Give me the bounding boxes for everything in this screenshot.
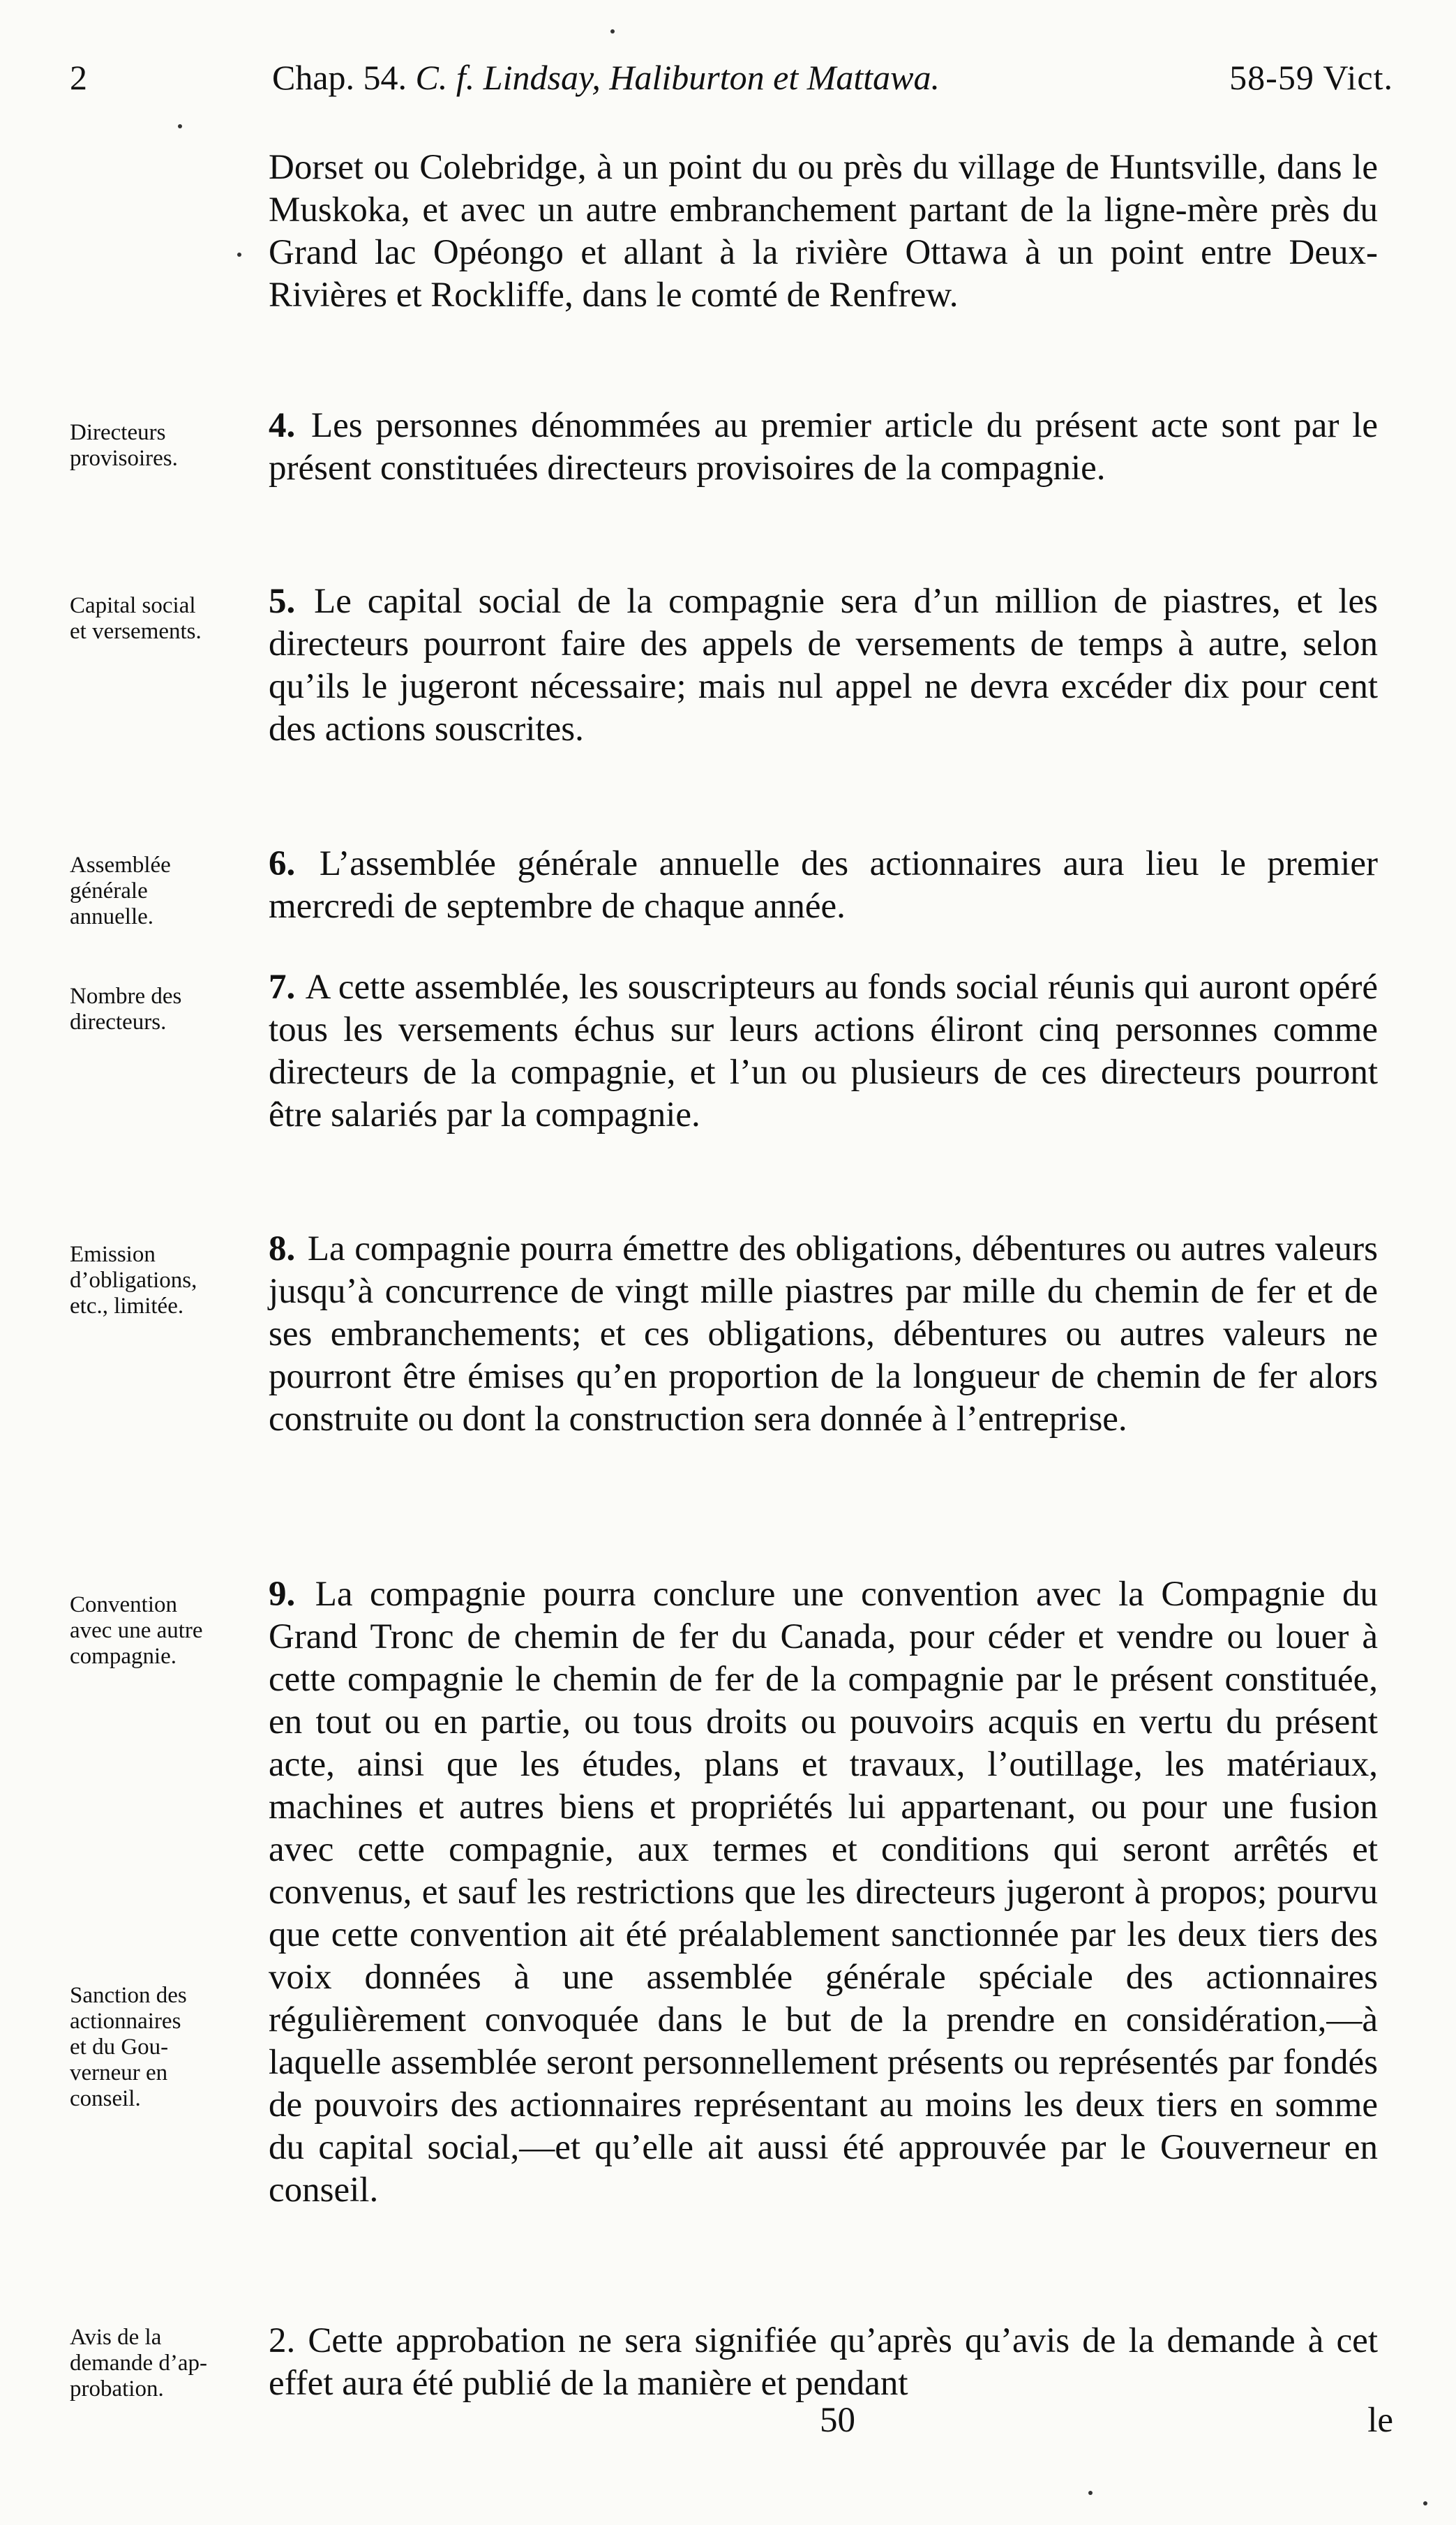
print-speck xyxy=(178,124,182,128)
margin-note-line: d’obligations, xyxy=(70,1268,197,1293)
section-text: La compagnie pourra émettre des obligations, débentures ou autres valeurs jusqu’à concurrence de vingt mille piastres par mille du chemin de fer et de ses embranchements; et ces obligations, débentures ou autres valeurs ne pourront être émises qu’en proportion de la longueur de chemin de fer alors construite ou dont la construction sera donnée à l’entreprise. xyxy=(269,1229,1379,1439)
margin-note-line: et versements. xyxy=(70,619,202,644)
section-number: 2. xyxy=(269,2321,296,2360)
section-text: A cette assemblée, les souscripteurs au fonds social réunis qui auront opéré tous les versements échus sur leurs actions éliront cinq personnes comme directeurs de la compagnie, et l’un ou plusieurs de ces directeurs pourront être salariés par la compagnie. xyxy=(269,968,1379,1134)
section-text: La compagnie pourra conclure une convention avec la Compagnie du Grand Tronc de chemin de fer du Canada, pour céder et vendre ou louer à cette compagnie le chemin de fer de la compagnie par le présent constituée, en tout ou en partie, ou tous droits ou pouvoirs acquis en vertu du présent acte, ainsi que les études, plans et travaux, l’outillage, les matériaux, machines et autres biens et propriétés lui appartenant, ou pour une fusion avec cette compagnie, aux termes et conditions qui seront arrêtés et convenus, et sauf les restrictions que les directeurs jugeront à propos; pourvu que cette convention ait été préalablement sanctionnée par les deux tiers des voix données à une assemblée générale spéciale des actionnaires régulièrement convoquée dans le but de la prendre en considération,—à laquelle assemblée seront personnellement présents ou représentés par fondés de pouvoirs des actionnaires représentant au moins les deux tiers en somme du capital social,—et qu’elle ait aussi été approuvée par le Gouverneur en conseil. xyxy=(269,1575,1378,2210)
margin-note-line: générale xyxy=(70,878,148,904)
section-9-subsection-2 xyxy=(269,2320,1378,2405)
section-9 xyxy=(269,1573,1378,2212)
section-number: 8. xyxy=(269,1229,296,1268)
print-speck xyxy=(237,253,241,257)
margin-note-capital xyxy=(70,593,272,645)
margin-note-line: Assemblée xyxy=(70,853,171,878)
margin-note-emission xyxy=(70,1242,272,1319)
print-speck xyxy=(610,29,615,33)
section-number: 7. xyxy=(269,968,296,1007)
margin-note-sanction xyxy=(70,1983,272,2112)
margin-note-line: demande d’ap- xyxy=(70,2351,207,2376)
running-header xyxy=(70,57,1393,113)
section-5 xyxy=(269,580,1378,751)
margin-note-assemblee xyxy=(70,853,272,930)
margin-note-directeurs xyxy=(70,420,272,472)
section-8 xyxy=(269,1228,1378,1441)
margin-note-convention xyxy=(70,1592,272,1670)
margin-note-nombre xyxy=(70,984,272,1035)
chapter-heading xyxy=(272,57,940,98)
section-4 xyxy=(269,405,1378,490)
section-text: L’assemblée générale annuelle des actionnaires aura lieu le premier mercredi de septembre de chaque année. xyxy=(269,844,1378,926)
margin-note-line: Directeurs xyxy=(70,420,166,445)
section-text: Les personnes dénommées au premier article du présent acte sont par le présent constituées directeurs provisoires de la compagnie. xyxy=(269,406,1378,488)
print-speck xyxy=(1423,2501,1427,2505)
margin-note-line: verneur en xyxy=(70,2060,168,2085)
margin-note-line: provisoires. xyxy=(70,446,178,471)
regnal-year: 58-59 Vict. xyxy=(1229,58,1393,97)
margin-note-line: conseil. xyxy=(70,2086,141,2111)
margin-note-line: avec une autre xyxy=(70,1618,203,1643)
margin-note-line: Convention xyxy=(70,1592,177,1617)
margin-note-line: Nombre des xyxy=(70,984,182,1009)
chapter-title: C. f. Lindsay, Haliburton et Mattawa. xyxy=(415,58,940,97)
margin-note-line: directeurs. xyxy=(70,1010,167,1035)
section-number: 5. xyxy=(269,582,296,621)
margin-note-line: annuelle. xyxy=(70,904,154,929)
margin-note-avis xyxy=(70,2325,272,2402)
page-footer xyxy=(70,2400,1393,2449)
margin-note-line: etc., limitée. xyxy=(70,1294,184,1319)
margin-note-line: et du Gou- xyxy=(70,2035,169,2060)
margin-note-line: Emission xyxy=(70,1242,156,1267)
folio-number: 50 xyxy=(820,2401,855,2440)
section-number: 4. xyxy=(269,406,296,445)
section-7 xyxy=(269,966,1378,1137)
margin-note-line: Capital social xyxy=(70,593,196,618)
section-text: Cette approbation ne sera signifiée qu’après qu’avis de la demande à cet effet aura été publié de la manière et pendant xyxy=(269,2321,1378,2403)
page-number: 2 xyxy=(70,58,87,97)
section-6 xyxy=(269,843,1378,928)
margin-note-line: compagnie. xyxy=(70,1644,177,1669)
section-text: Le capital social de la compagnie sera d’un million de piastres, et les directeurs pourront faire des appels de versements de temps à autre, selon qu’ils le jugeront nécessaire; mais nul appel ne devra excéder dix pour cent des actions souscrites. xyxy=(269,582,1379,749)
catchword: le xyxy=(1367,2401,1393,2440)
chapter-number: Chap. 54. xyxy=(272,58,407,97)
section-text: Dorset ou Colebridge, à un point du ou près du village de Huntsville, dans le Muskoka, et avec un autre embranchement partant de la ligne-mère près du Grand lac Opéongo et allant à la rivière Ottawa à un point entre Deux-Rivières et Rockliffe, dans le comté de Renfrew. xyxy=(269,148,1378,315)
section-number: 6. xyxy=(269,844,296,883)
margin-note-line: Sanction des xyxy=(70,1983,187,2008)
margin-note-line: Avis de la xyxy=(70,2325,162,2350)
margin-note-line: probation. xyxy=(70,2376,164,2402)
print-speck xyxy=(1088,2491,1093,2495)
margin-note-line: actionnaires xyxy=(70,2009,181,2034)
section-continuation xyxy=(269,147,1378,317)
section-number: 9. xyxy=(269,1575,296,1614)
